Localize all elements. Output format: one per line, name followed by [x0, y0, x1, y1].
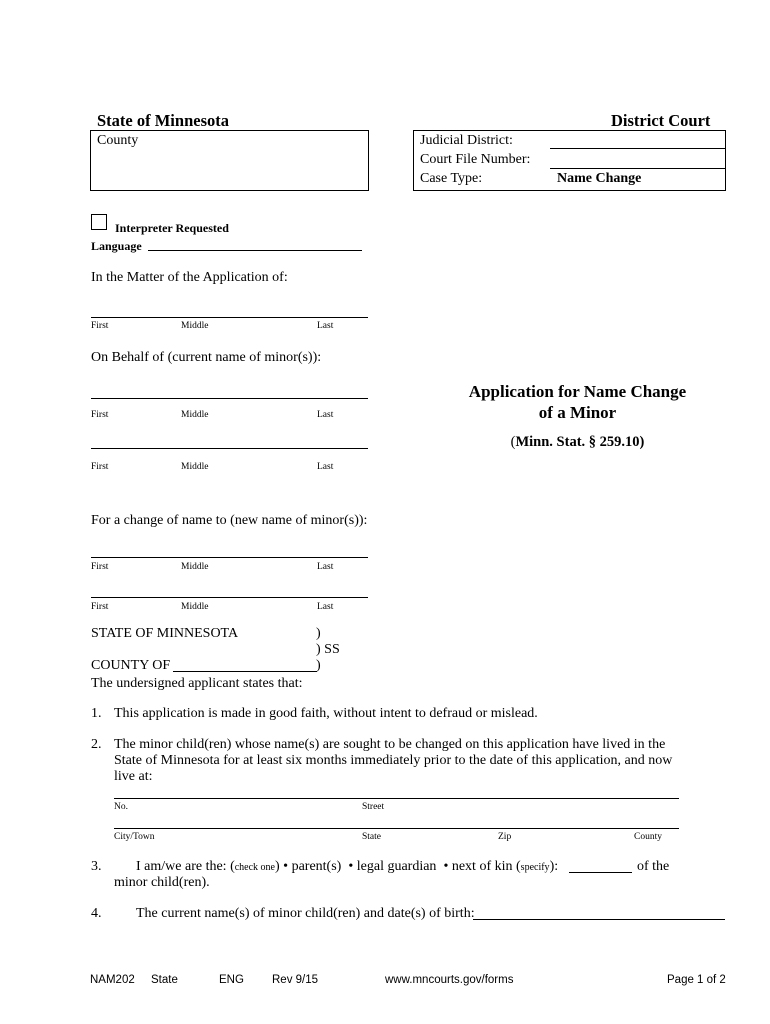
footer-lang: ENG: [219, 974, 244, 986]
new-name-label: For a change of name to (new name of minor(s)):: [91, 513, 368, 528]
name-part-last: Last: [317, 602, 334, 612]
name-part-last: Last: [317, 462, 334, 472]
item-1-number: 1.: [91, 706, 102, 721]
document-title-line1: Application for Name Change: [468, 382, 687, 401]
interpreter-checkbox[interactable]: [91, 214, 107, 230]
option-legal-guardian[interactable]: legal guardian: [356, 859, 437, 874]
name-part-middle: Middle: [181, 602, 209, 612]
bullet-icon[interactable]: •: [443, 859, 449, 874]
item-4-number: 4.: [91, 906, 102, 921]
case-info-box: [413, 130, 726, 191]
item-3-number: 3.: [91, 859, 102, 874]
item-2-line1: The minor child(ren) whose name(s) are sought to be changed on this application have lived in the: [114, 737, 666, 752]
name-part-last: Last: [317, 321, 334, 331]
name-part-last: Last: [317, 562, 334, 572]
court-title: District Court: [611, 111, 711, 130]
address-line-1[interactable]: [114, 798, 679, 799]
name-part-first: First: [91, 410, 109, 420]
item-3-after-specify: ):: [549, 859, 559, 874]
item-3-of-the: of the: [637, 859, 670, 874]
item-3-line2: minor child(ren).: [114, 875, 210, 890]
name-part-middle: Middle: [181, 462, 209, 472]
statute-text: Minn. Stat. § 259.10: [515, 434, 640, 450]
option-parents[interactable]: parent(s): [291, 859, 342, 874]
bullet-icon[interactable]: •: [348, 859, 354, 874]
court-file-label: Court File Number:: [420, 152, 531, 167]
footer-form-id: NAM202: [90, 974, 135, 986]
address-zip-label: Zip: [498, 832, 512, 842]
footer-category: State: [151, 974, 178, 986]
judicial-district-label: Judicial District:: [420, 133, 513, 148]
current-name-field-1[interactable]: [91, 398, 368, 399]
matter-label: In the Matter of the Application of:: [91, 270, 288, 285]
current-name-field-2[interactable]: [91, 448, 368, 449]
name-part-middle: Middle: [181, 410, 209, 420]
language-label: Language: [91, 239, 142, 253]
name-part-first: First: [91, 562, 109, 572]
venue-county-field[interactable]: [173, 671, 317, 672]
interpreter-label: Interpreter Requested: [115, 221, 229, 235]
statute-citation: [430, 434, 725, 451]
state-title: State of Minnesota: [97, 111, 229, 130]
item-2-line3: live at:: [114, 769, 153, 784]
item-4-text: The current name(s) of minor child(ren) and date(s) of birth:: [136, 906, 475, 921]
option-next-of-kin[interactable]: next of kin (: [451, 859, 521, 874]
footer-rev: Rev 9/15: [272, 974, 319, 986]
name-part-first: First: [91, 321, 109, 331]
county-label: County: [97, 133, 139, 148]
court-file-field[interactable]: [550, 168, 725, 169]
new-name-field-1[interactable]: [91, 557, 368, 558]
next-of-kin-field[interactable]: [569, 872, 632, 873]
item-2-line2: State of Minnesota for at least six months immediately prior to the date of this application, and now: [114, 753, 673, 768]
name-part-last: Last: [317, 410, 334, 420]
case-type-label: Case Type:: [420, 171, 483, 186]
name-part-first: First: [91, 602, 109, 612]
document-title-line2: of a Minor: [538, 403, 617, 422]
address-no-label: No.: [114, 802, 128, 812]
address-county-label: County: [634, 832, 662, 842]
bullet-icon[interactable]: •: [283, 859, 289, 874]
behalf-label: On Behalf of (current name of minor(s)):: [91, 350, 322, 365]
venue-paren-ss: ) SS: [316, 642, 340, 657]
judicial-district-field[interactable]: [550, 148, 725, 149]
statute-paren-close: ): [639, 434, 645, 450]
item-3-line1: [136, 859, 558, 875]
language-field[interactable]: [148, 250, 362, 251]
address-city-label: City/Town: [114, 832, 155, 842]
item-2-number: 2.: [91, 737, 102, 752]
address-street-label: Street: [362, 802, 385, 812]
applicant-name-field[interactable]: [91, 317, 368, 318]
venue-county: COUNTY OF: [91, 658, 171, 673]
case-type-value: Name Change: [557, 171, 642, 186]
applicant-states: The undersigned applicant states that:: [91, 676, 303, 691]
name-part-first: First: [91, 462, 109, 472]
item-3-paren: ): [275, 859, 280, 874]
name-part-middle: Middle: [181, 321, 209, 331]
check-one-note: check one: [234, 862, 275, 873]
venue-paren-3: ): [316, 658, 321, 673]
venue-state: STATE OF MINNESOTA: [91, 626, 239, 641]
venue-paren-1: ): [316, 626, 321, 641]
item-3-lead: I am/we are the: (: [136, 859, 235, 874]
address-line-2[interactable]: [114, 828, 679, 829]
item-1-text: This application is made in good faith, without intent to defraud or mislead.: [114, 706, 538, 721]
address-state-label: State: [362, 832, 381, 842]
county-box[interactable]: [90, 130, 369, 191]
footer-url[interactable]: www.mncourts.gov/forms: [385, 974, 514, 986]
specify-note: specify: [520, 862, 550, 873]
item-4-field[interactable]: [473, 919, 725, 920]
name-part-middle: Middle: [181, 562, 209, 572]
statute-paren-open: (: [510, 434, 516, 450]
footer-page: Page 1 of 2: [667, 974, 726, 986]
new-name-field-2[interactable]: [91, 597, 368, 598]
